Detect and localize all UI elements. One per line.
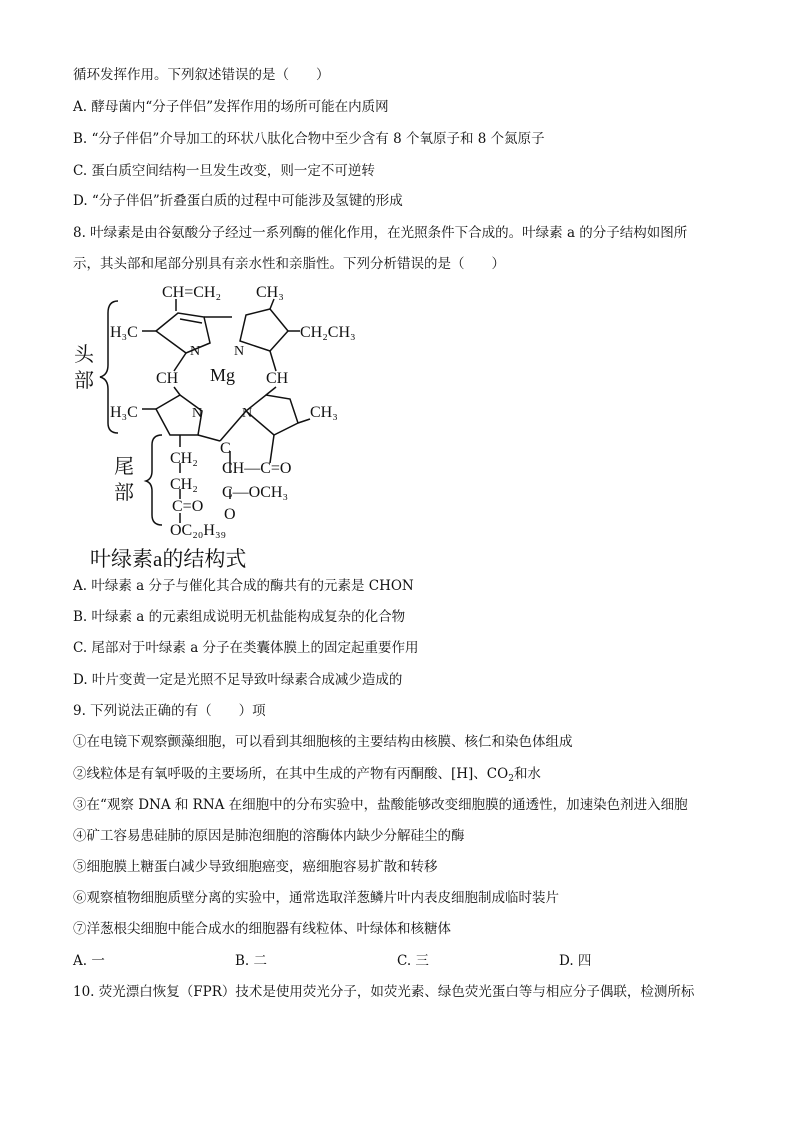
q7-option-c: C. 蛋白质空间结构一旦发生改变，则一定不可逆转 — [73, 163, 375, 179]
q9-statement-3: ③在“观察 DNA 和 RNA 在细胞中的分布实验中，盐酸能够改变细胞膜的通透性，加速染色剂进入细胞 — [73, 797, 688, 813]
q9-option-c: C. 三 — [397, 953, 429, 969]
q10-stem: 10. 荧光漂白恢复（FPR）技术是使用荧光分子，如荧光素、绿色荧光蛋白等与相应分子偶联，检测所标 — [73, 984, 695, 1000]
ch2-a: CH₂ — [170, 450, 198, 467]
c-o: C=O — [172, 498, 204, 515]
q8-option-a: A. 叶绿素 a 分子与催化其合成的酶共有的元素是 CHON — [73, 578, 414, 594]
q9-stem: 9. 下列说法正确的有（ ）项 — [73, 703, 266, 719]
methine-left: CH — [156, 370, 179, 387]
nitrogen-b: N — [234, 344, 245, 359]
q8-stem-1: 8. 叶绿素是由谷氨酸分子经过一系列酶的催化作用，在光照条件下合成的。叶绿素 a 的分子结构如图所 — [73, 225, 688, 241]
q9-statement-2 — [73, 765, 541, 788]
q9-option-a: A. 一 — [73, 953, 105, 969]
tail-label: 尾 — [114, 456, 134, 478]
subscript-2: 2 — [508, 774, 514, 784]
q9-statement-7: ⑦洋葱根尖细胞中能合成水的细胞器有线粒体、叶绿体和核糖体 — [73, 921, 451, 937]
statement-2-end: 和水 — [513, 766, 541, 782]
methyl-top: CH₃ — [256, 284, 284, 301]
methyl-upper-left: H₃C — [110, 324, 138, 341]
q9-option-b: B. 二 — [235, 953, 268, 969]
ch2-b: CH₂ — [170, 476, 198, 493]
statement-2-text: ②线粒体是有氧呼吸的主要场所，在其中生成的产物有丙酮酸、[H]、CO — [73, 766, 509, 782]
ethyl-group: CH₂CH₃ — [300, 324, 356, 341]
nitrogen-d: N — [192, 406, 203, 421]
q8-stem-2: 示，其头部和尾部分别具有亲水性和亲脂性。下列分析错误的是（ ） — [73, 256, 505, 272]
vinyl-group: CH=CH₂ — [162, 284, 222, 301]
nitrogen-c: N — [242, 406, 253, 421]
nitrogen-a: N — [190, 344, 201, 359]
c-och3: C—OCH₃ — [222, 484, 289, 501]
q7-option-b: B. “分子伴侣”介导加工的环状八肽化合物中至少含有 8 个氧原子和 8 个氮原子 — [73, 131, 545, 147]
ester-oxygen: O — [224, 506, 236, 523]
q9-statement-5: ⑤细胞膜上糖蛋白减少导致细胞癌变，癌细胞容易扩散和转移 — [73, 859, 438, 875]
methyl-lower-left: H₃C — [110, 404, 138, 421]
q9-statement-6: ⑥观察植物细胞质壁分离的实验中，通常选取洋葱鳞片叶内表皮细胞制成临时装片 — [73, 890, 559, 906]
bridge-carbon: C — [220, 440, 231, 457]
methine-right: CH — [266, 370, 289, 387]
chlorophyll-a-structure-figure — [70, 283, 390, 573]
phytol-chain: OC₂₀H₃₉ — [170, 522, 227, 539]
q9-statement-4: ④矿工容易患硅肺的原因是肺泡细胞的溶酶体内缺少分解硅尘的酶 — [73, 828, 465, 844]
q7-option-a: A. 酵母菌内“分子伴侣”发挥作用的场所可能在内质网 — [73, 99, 389, 115]
ch-c-o: CH—C=O — [222, 460, 292, 477]
head-label-2: 部 — [74, 370, 94, 392]
q9-statement-1: ①在电镜下观察颤藻细胞，可以看到其细胞核的主要结构由核膜、核仁和染色体组成 — [73, 734, 573, 750]
q8-option-d: D. 叶片变黄一定是光照不足导致叶绿素合成减少造成的 — [73, 672, 403, 688]
magnesium: Mg — [210, 365, 236, 385]
methyl-right: CH₃ — [310, 404, 338, 421]
head-label: 头 — [74, 344, 94, 366]
line-cont: 循环发挥作用。下列叙述错误的是（ ） — [73, 67, 330, 83]
q7-option-d: D. “分子伴侣”折叠蛋白质的过程中可能涉及氢键的形成 — [73, 193, 403, 209]
q8-option-b: B. 叶绿素 a 的元素组成说明无机盐能构成复杂的化合物 — [73, 609, 406, 625]
q8-option-c: C. 尾部对于叶绿素 a 分子在类囊体膜上的固定起重要作用 — [73, 640, 419, 656]
q9-option-d: D. 四 — [559, 953, 592, 969]
figure-caption: 叶绿素a的结构式 — [90, 547, 247, 571]
tail-label-2: 部 — [114, 482, 134, 504]
